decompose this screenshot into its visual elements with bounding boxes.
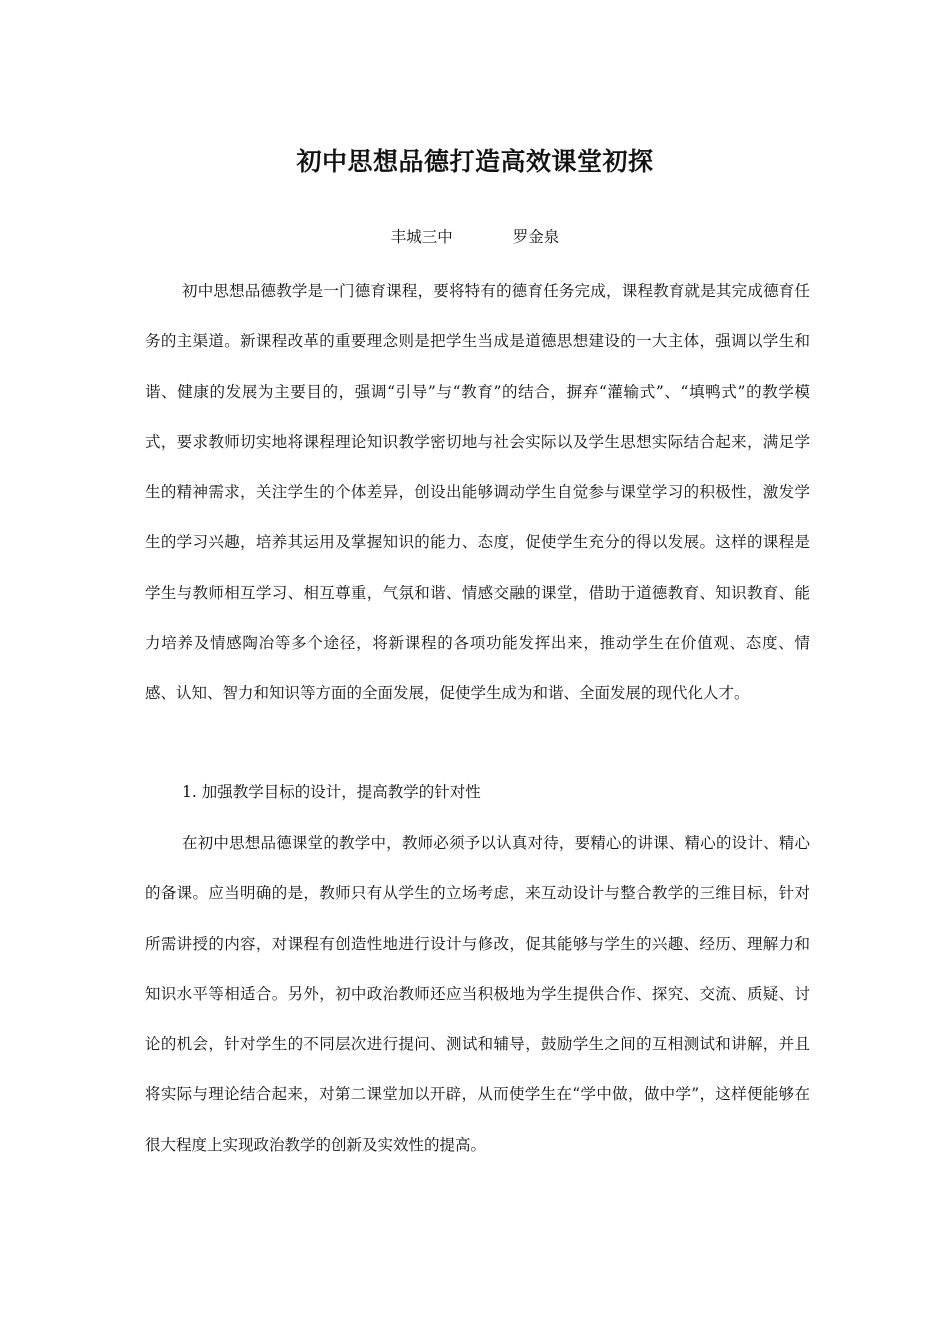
byline-author: 罗金泉 <box>512 228 560 246</box>
byline-school: 丰城三中 <box>390 228 453 246</box>
byline <box>0 225 950 249</box>
document-title: 初中思想品德打造高效课堂初探 <box>296 147 654 176</box>
section-heading: 1. 加强教学目标的设计，提高教学的针对性 <box>182 783 481 801</box>
paragraph-intro: 初中思想品德教学是一门德育课程，要将特有的德育任务完成，课程教育就是其完成德育任务的主渠道。新课程改革的重要理念则是把学生当成是道德思想建设的一大主体，强调以学生和谐、健康的发展为主要目的，强调“引导”与“教育”的结合，摒弃“灌输式”、“填鸭式”的教学模式，要求教师切实地将课程理论知识教学密切地与社会实际以及学生思想实际结合起来，满足学生的精神需求，关注学生的个体差异，创设出能够调动学生自觉参与课堂学习的积极性，激发学生的学习兴趣，培养其运用及掌握知识的能力、态度，促使学生充分的得以发展。这样的课程是学生与教师相互学习、相互尊重，气氛和谐、情感交融的课堂，借助于道德教育、知识教育、能力培养及情感陶冶等多个途径，将新课程的各项功能发挥出来，推动学生在价值观、态度、情感、认知、智力和知识等方面的全面发展，促使学生成为和谐、全面发展的现代化人才。 <box>145 282 810 703</box>
paragraph-section-1: 在初中思想品德课堂的教学中，教师必须予以认真对待，要精心的讲课、精心的设计、精心的备课。应当明确的是，教师只有从学生的立场考虑，来互动设计与整合教学的三维目标，针对所需讲授的内容，对课程有创造性地进行设计与修改，促其能够与学生的兴趣、经历、理解力和知识水平等相适合。另外，初中政治教师还应当积极地为学生提供合作、探究、交流、质疑、讨论的机会，针对学生的不同层次进行提问、测试和辅导，鼓励学生之间的互相测试和讲解，并且将实际与理论结合起来，对第二课堂加以开辟，从而使学生在“学中做，做中学”，这样便能够在很大程度上实现政治教学的创新及实效性的提高。 <box>145 834 810 1154</box>
